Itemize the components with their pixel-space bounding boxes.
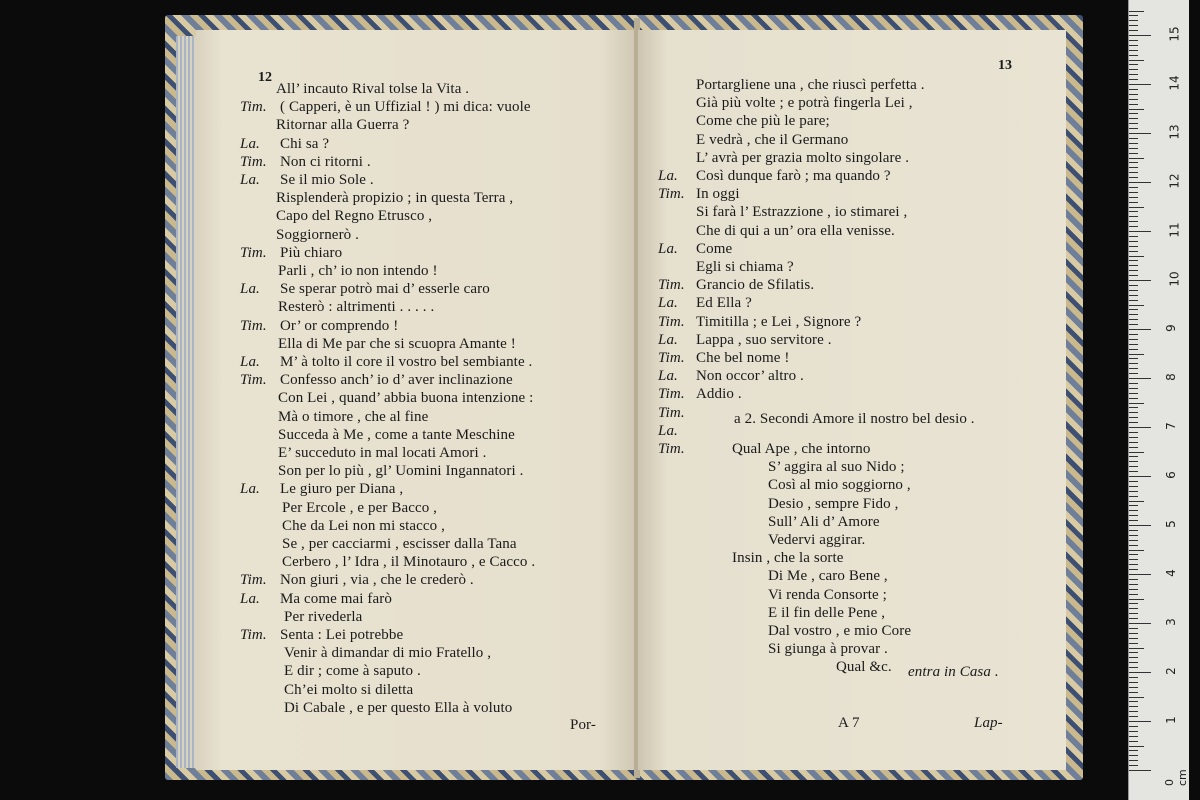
- ruler-tick: [1129, 109, 1144, 110]
- ruler-tick: [1129, 99, 1138, 100]
- ruler-tick: [1129, 608, 1138, 609]
- text-line: Così dunque farò ; ma quando ?: [696, 168, 891, 184]
- speaker-label: Tim.: [240, 572, 267, 589]
- ruler-tick: [1129, 687, 1138, 688]
- ruler-tick: [1129, 574, 1151, 575]
- text-line: Insin , che la sorte: [732, 550, 844, 567]
- ruler-tick: [1129, 113, 1138, 114]
- text-line: Più chiaro: [280, 244, 343, 261]
- text-line: E il fin delle Pene ,: [768, 604, 886, 621]
- text-line: Che da Lei non mi stacco ,: [282, 517, 445, 534]
- ruler-tick: [1129, 550, 1144, 551]
- ruler-tick: [1129, 285, 1138, 286]
- ruler-tick: [1129, 501, 1144, 502]
- ruler-tick: [1129, 697, 1144, 698]
- catchword-right: Lap-: [974, 715, 1003, 731]
- speaker-label: Tim.: [658, 350, 685, 366]
- ruler-tick: [1129, 559, 1138, 560]
- ruler-tick: [1129, 505, 1138, 506]
- text-line: L’ avrà per grazia molto singolare .: [696, 149, 910, 166]
- page-edges: [176, 36, 198, 768]
- ruler-tick: [1129, 545, 1138, 546]
- text-line: E dir ; come à saputo .: [284, 663, 421, 680]
- page-number-left: 12: [258, 70, 272, 85]
- ruler-number: 10: [1167, 271, 1182, 287]
- text-line: Portargliene una , che riuscì perfetta .: [696, 77, 925, 93]
- ruler-tick: [1129, 741, 1138, 742]
- ruler-tick: [1129, 618, 1138, 619]
- ruler-tick: [1129, 40, 1138, 41]
- ruler-tick: [1129, 15, 1138, 16]
- ruler-tick: [1129, 79, 1138, 80]
- text-line: Se , per cacciarmi , escisser dalla Tana: [282, 536, 517, 552]
- ruler-tick: [1129, 295, 1138, 296]
- ruler-tick: [1129, 677, 1138, 678]
- left-page: [196, 30, 636, 770]
- text-line: S’ aggira al suo Nido ;: [768, 459, 905, 476]
- ruler-tick: [1129, 760, 1138, 761]
- ruler-tick: [1129, 158, 1144, 159]
- ruler-number: 13: [1167, 124, 1182, 140]
- ruler-tick: [1129, 535, 1138, 536]
- ruler-tick: [1129, 579, 1138, 580]
- ruler-tick: [1129, 280, 1151, 281]
- ruler-tick: [1129, 432, 1138, 433]
- text-line: M’ à tolto il core il vostro bel sembiante .: [280, 354, 533, 370]
- stage-direction: entra in Casa .: [908, 664, 999, 680]
- ruler-tick: [1129, 427, 1151, 428]
- ruler-tick: [1129, 207, 1144, 208]
- text-line: Le giuro per Diana ,: [280, 481, 404, 498]
- ruler-tick: [1129, 305, 1144, 306]
- ruler-tick: [1129, 133, 1151, 134]
- ruler-number: 6: [1163, 471, 1178, 479]
- text-line: Mà o timore , che al fine: [278, 408, 429, 425]
- ruler-tick: [1129, 706, 1138, 707]
- text-line: Ch’ei molto si diletta: [284, 681, 414, 698]
- speaker-label: Tim.: [240, 153, 267, 170]
- ruler-number: 12: [1167, 173, 1182, 189]
- ruler-tick: [1129, 231, 1151, 232]
- ruler-tick: [1129, 256, 1144, 257]
- ruler-tick: [1129, 662, 1138, 663]
- text-line: Non occor’ altro .: [696, 368, 804, 385]
- ruler-tick: [1129, 594, 1138, 595]
- ruler-tick: [1129, 657, 1138, 658]
- ruler-tick: [1129, 461, 1138, 462]
- text-line: Con Lei , quand’ abbia buona intenzione :: [278, 390, 534, 407]
- ruler-number: 15: [1167, 26, 1182, 42]
- speaker-label: Tim.: [240, 627, 267, 643]
- text-line: Ma come mai farò: [280, 590, 392, 607]
- speaker-label: Tim.: [658, 277, 685, 294]
- ruler-number: 14: [1167, 75, 1182, 91]
- text-line: Risplenderà propizio ; in questa Terra ,: [276, 190, 514, 207]
- ruler-number: 4: [1163, 569, 1178, 577]
- ruler-tick: [1129, 275, 1138, 276]
- ruler-tick: [1129, 197, 1138, 198]
- ruler-tick: [1129, 45, 1138, 46]
- speaker-label: Tim.: [658, 441, 685, 457]
- ruler-tick: [1129, 363, 1138, 364]
- ruler-tick: [1129, 652, 1138, 653]
- ruler-tick: [1129, 55, 1138, 56]
- speaker-label: Tim.: [240, 99, 267, 116]
- speaker-label: La.: [240, 481, 260, 498]
- text-line: Addio .: [696, 386, 742, 403]
- speaker-label: La.: [658, 422, 678, 439]
- ruler-tick: [1129, 60, 1144, 61]
- ruler-tick: [1129, 746, 1144, 747]
- ruler-tick: [1129, 138, 1138, 139]
- ruler-tick: [1129, 192, 1138, 193]
- ruler-tick: [1129, 584, 1138, 585]
- ruler-tick: [1129, 716, 1138, 717]
- text-line: Son per lo più , gl’ Uomini Ingannatori .: [278, 463, 524, 480]
- speaker-label: La.: [658, 368, 678, 385]
- ruler-tick: [1129, 540, 1138, 541]
- ruler-tick: [1129, 755, 1138, 756]
- ruler-tick: [1129, 270, 1138, 271]
- ruler-tick: [1129, 334, 1138, 335]
- text-line: Ritornar alla Guerra ?: [276, 117, 410, 134]
- text-line: Egli si chiama ?: [696, 259, 794, 275]
- speaker-label: La.: [240, 281, 260, 298]
- text-line: Succeda à Me , come a tante Meschine: [278, 426, 515, 443]
- text-line: Di Me , caro Bene ,: [768, 568, 888, 585]
- ruler-tick: [1129, 476, 1151, 477]
- text-line: Non giuri , via , che le crederò .: [280, 572, 474, 589]
- text-line: E vedrà , che il Germano: [696, 131, 849, 148]
- ruler-tick: [1129, 442, 1138, 443]
- ruler-tick: [1129, 599, 1144, 600]
- ruler-tick: [1129, 349, 1138, 350]
- ruler-number: 11: [1167, 222, 1182, 238]
- ruler-tick: [1129, 118, 1138, 119]
- ruler-tick: [1129, 515, 1138, 516]
- text-line: Senta : Lei potrebbe: [280, 627, 404, 643]
- speaker-label: Tim.: [658, 386, 685, 403]
- ruler-tick: [1129, 398, 1138, 399]
- ruler-tick: [1129, 148, 1138, 149]
- text-line: Se il mio Sole .: [280, 172, 374, 188]
- ruler-tick: [1129, 236, 1138, 237]
- text-line: Vi renda Consorte ;: [768, 586, 887, 603]
- text-line: Venir à dimandar di mio Fratello ,: [284, 645, 492, 662]
- ruler-tick: [1129, 167, 1138, 168]
- text-line: Come che più le pare;: [696, 113, 830, 130]
- ruler-tick: [1129, 89, 1138, 90]
- text-line: Si farà l’ Estrazzione , io stimarei ,: [696, 204, 908, 221]
- text-line: Capo del Regno Etrusco ,: [276, 208, 433, 225]
- ruler-tick: [1129, 246, 1138, 247]
- ruler-tick: [1129, 383, 1138, 384]
- text-line: Timitilla ; e Lei , Signore ?: [696, 313, 862, 330]
- ruler-tick: [1129, 525, 1151, 526]
- ruler-tick: [1129, 564, 1138, 565]
- ruler-tick: [1129, 491, 1138, 492]
- speaker-label: La.: [240, 354, 260, 370]
- ruler-tick: [1129, 162, 1138, 163]
- text-line: Per rivederla: [284, 608, 363, 625]
- ruler-tick: [1129, 153, 1138, 154]
- speaker-label: La.: [658, 331, 678, 348]
- ruler-tick: [1129, 496, 1138, 497]
- ruler-tick: [1129, 339, 1138, 340]
- ruler-tick: [1129, 628, 1138, 629]
- signature-mark: A 7: [838, 715, 860, 731]
- text-line: Cerbero , l’ Idra , il Minotauro , e Cacco .: [282, 554, 536, 571]
- ruler-tick: [1129, 11, 1144, 12]
- catchword-left: Por-: [570, 717, 596, 733]
- ruler-tick: [1129, 211, 1138, 212]
- ruler-tick: [1129, 143, 1138, 144]
- ruler-tick: [1129, 329, 1151, 330]
- ruler-number: 1: [1163, 716, 1178, 724]
- speaker-label: La.: [240, 172, 260, 188]
- ruler-tick: [1129, 731, 1138, 732]
- ruler-tick: [1129, 452, 1144, 453]
- ruler-tick: [1129, 290, 1138, 291]
- text-line: Sull’ Ali d’ Amore: [768, 513, 880, 530]
- ruler-tick: [1129, 182, 1151, 183]
- ruler-tick: [1129, 172, 1138, 173]
- text-line: Confesso anch’ io d’ aver inclinazione: [280, 372, 513, 389]
- ruler-number: 9: [1163, 324, 1178, 332]
- ruler-tick: [1129, 456, 1138, 457]
- ruler-tick: [1129, 358, 1138, 359]
- ruler-tick: [1129, 721, 1151, 722]
- speaker-label: La.: [240, 590, 260, 607]
- speaker-label: Tim.: [658, 313, 685, 330]
- ruler-tick: [1129, 74, 1138, 75]
- ruler-tick: [1129, 314, 1138, 315]
- ruler-number: 8: [1163, 373, 1178, 381]
- text-line: Chi sa ?: [280, 135, 330, 152]
- ruler-tick: [1129, 481, 1138, 482]
- ruler-tick: [1129, 226, 1138, 227]
- text-line: Già più volte ; e potrà fingerla Lei ,: [696, 95, 913, 112]
- ruler-tick: [1129, 750, 1138, 751]
- ruler-tick: [1129, 667, 1138, 668]
- text-line: Che bel nome !: [696, 350, 790, 366]
- ruler-tick: [1129, 202, 1138, 203]
- ruler-tick: [1129, 388, 1138, 389]
- ruler-tick: [1129, 466, 1138, 467]
- text-line: Grancio de Sfilatis.: [696, 277, 815, 294]
- ruler-tick: [1129, 241, 1138, 242]
- ruler-number: 7: [1163, 422, 1178, 430]
- ruler-tick: [1129, 50, 1138, 51]
- ruler-tick: [1129, 530, 1138, 531]
- ruler-tick: [1129, 633, 1138, 634]
- ruler-number: 5: [1163, 520, 1178, 528]
- ruler-tick: [1129, 417, 1138, 418]
- measurement-ruler: [1128, 0, 1189, 800]
- ruler-tick: [1129, 471, 1138, 472]
- text-line: Per Ercole , e per Bacco ,: [282, 499, 438, 516]
- ruler-tick: [1129, 94, 1138, 95]
- ruler-tick: [1129, 319, 1138, 320]
- ruler-tick: [1129, 643, 1138, 644]
- ruler-tick: [1129, 373, 1138, 374]
- ruler-tick: [1129, 736, 1138, 737]
- ruler-tick: [1129, 123, 1138, 124]
- ruler-tick: [1129, 177, 1138, 178]
- text-line: Desio , sempre Fido ,: [768, 495, 899, 512]
- ruler-tick: [1129, 569, 1138, 570]
- ruler-tick: [1129, 520, 1138, 521]
- ruler-tick: [1129, 69, 1138, 70]
- ruler-tick: [1129, 672, 1151, 673]
- ruler-tick: [1129, 623, 1151, 624]
- ruler-tick: [1129, 510, 1138, 511]
- ruler-tick: [1129, 354, 1144, 355]
- ruler-tick: [1129, 368, 1138, 369]
- speaker-label: La.: [658, 168, 678, 184]
- text-line: Di Cabale , e per questo Ella à voluto: [284, 699, 513, 716]
- ruler-tick: [1129, 554, 1138, 555]
- text-line: Così al mio soggiorno ,: [768, 477, 911, 494]
- text-line: Qual Ape , che intorno: [732, 441, 871, 457]
- ruler-number: 2: [1163, 667, 1178, 675]
- speaker-label: La.: [240, 135, 260, 152]
- speaker-label: Tim.: [658, 404, 685, 421]
- ruler-tick: [1129, 216, 1138, 217]
- ruler-tick: [1129, 770, 1151, 771]
- ruler-tick: [1129, 35, 1151, 36]
- ruler-tick: [1129, 260, 1138, 261]
- ruler-tick: [1129, 187, 1138, 188]
- ruler-tick: [1129, 378, 1151, 379]
- text-line: Come: [696, 240, 733, 257]
- ruler-tick: [1129, 701, 1138, 702]
- text-line: Ella di Me par che si scuopra Amante !: [278, 335, 516, 352]
- text-line: All’ incauto Rival tolse la Vita .: [276, 81, 470, 97]
- ruler-tick: [1129, 589, 1138, 590]
- ruler-tick: [1129, 25, 1138, 26]
- text-line: Or’ or comprendo !: [280, 317, 399, 334]
- ruler-tick: [1129, 221, 1138, 222]
- text-line: Ed Ella ?: [696, 295, 752, 312]
- ruler-tick: [1129, 344, 1138, 345]
- duet-line: a 2. Secondi Amore il nostro bel desio .: [734, 411, 975, 427]
- ruler-unit-label: 0 cm: [1163, 769, 1189, 786]
- right-page: [638, 30, 1066, 770]
- text-line: Parli , ch’ io non intendo !: [278, 263, 438, 279]
- ruler-tick: [1129, 765, 1138, 766]
- ruler-number: 3: [1163, 618, 1178, 626]
- text-line: Se sperar potrò mai d’ esserle caro: [280, 281, 490, 298]
- ruler-tick: [1129, 20, 1138, 21]
- speaker-label: Tim.: [240, 372, 267, 389]
- ruler-tick: [1129, 265, 1138, 266]
- ruler-tick: [1129, 726, 1138, 727]
- speaker-label: La.: [658, 295, 678, 312]
- ruler-tick: [1129, 309, 1138, 310]
- ruler-tick: [1129, 422, 1138, 423]
- ruler-tick: [1129, 613, 1138, 614]
- ruler-tick: [1129, 324, 1138, 325]
- ruler-tick: [1129, 393, 1138, 394]
- text-line: Qual &c.: [836, 659, 892, 676]
- ruler-tick: [1129, 648, 1144, 649]
- speaker-label: Tim.: [240, 244, 267, 261]
- ruler-tick: [1129, 84, 1151, 85]
- ruler-tick: [1129, 638, 1138, 639]
- ruler-tick: [1129, 407, 1138, 408]
- ruler-tick: [1129, 412, 1138, 413]
- text-line: E’ succeduto in mal locati Amori .: [278, 445, 487, 461]
- text-line: Vedervi aggirar.: [768, 532, 866, 548]
- text-line: Dal vostro , e mio Core: [768, 623, 912, 639]
- text-line: ( Capperi, è un Uffizial ! ) mi dica: vuole: [280, 99, 531, 116]
- text-line: Che di qui a un’ ora ella venisse.: [696, 222, 895, 239]
- ruler-tick: [1129, 437, 1138, 438]
- ruler-tick: [1129, 603, 1138, 604]
- ruler-tick: [1129, 403, 1144, 404]
- ruler-tick: [1129, 104, 1138, 105]
- ruler-tick: [1129, 30, 1138, 31]
- ruler-tick: [1129, 447, 1138, 448]
- ruler-tick: [1129, 711, 1138, 712]
- speaker-label: Tim.: [658, 186, 685, 203]
- text-line: Resterò : altrimenti . . . . .: [278, 299, 435, 316]
- speaker-label: Tim.: [240, 317, 267, 334]
- ruler-tick: [1129, 300, 1138, 301]
- page-number-right: 13: [998, 58, 1012, 73]
- ruler-tick: [1129, 128, 1138, 129]
- text-line: In oggi: [696, 186, 740, 203]
- text-line: Non ci ritorni .: [280, 153, 371, 170]
- text-line: Si giunga à provar .: [768, 641, 888, 658]
- ruler-tick: [1129, 692, 1138, 693]
- text-line: Lappa , suo servitore .: [696, 331, 832, 348]
- text-line: Soggiornerò .: [276, 226, 359, 243]
- ruler-tick: [1129, 251, 1138, 252]
- ruler-tick: [1129, 682, 1138, 683]
- speaker-label: La.: [658, 240, 678, 257]
- ruler-tick: [1129, 486, 1138, 487]
- ruler-tick: [1129, 64, 1138, 65]
